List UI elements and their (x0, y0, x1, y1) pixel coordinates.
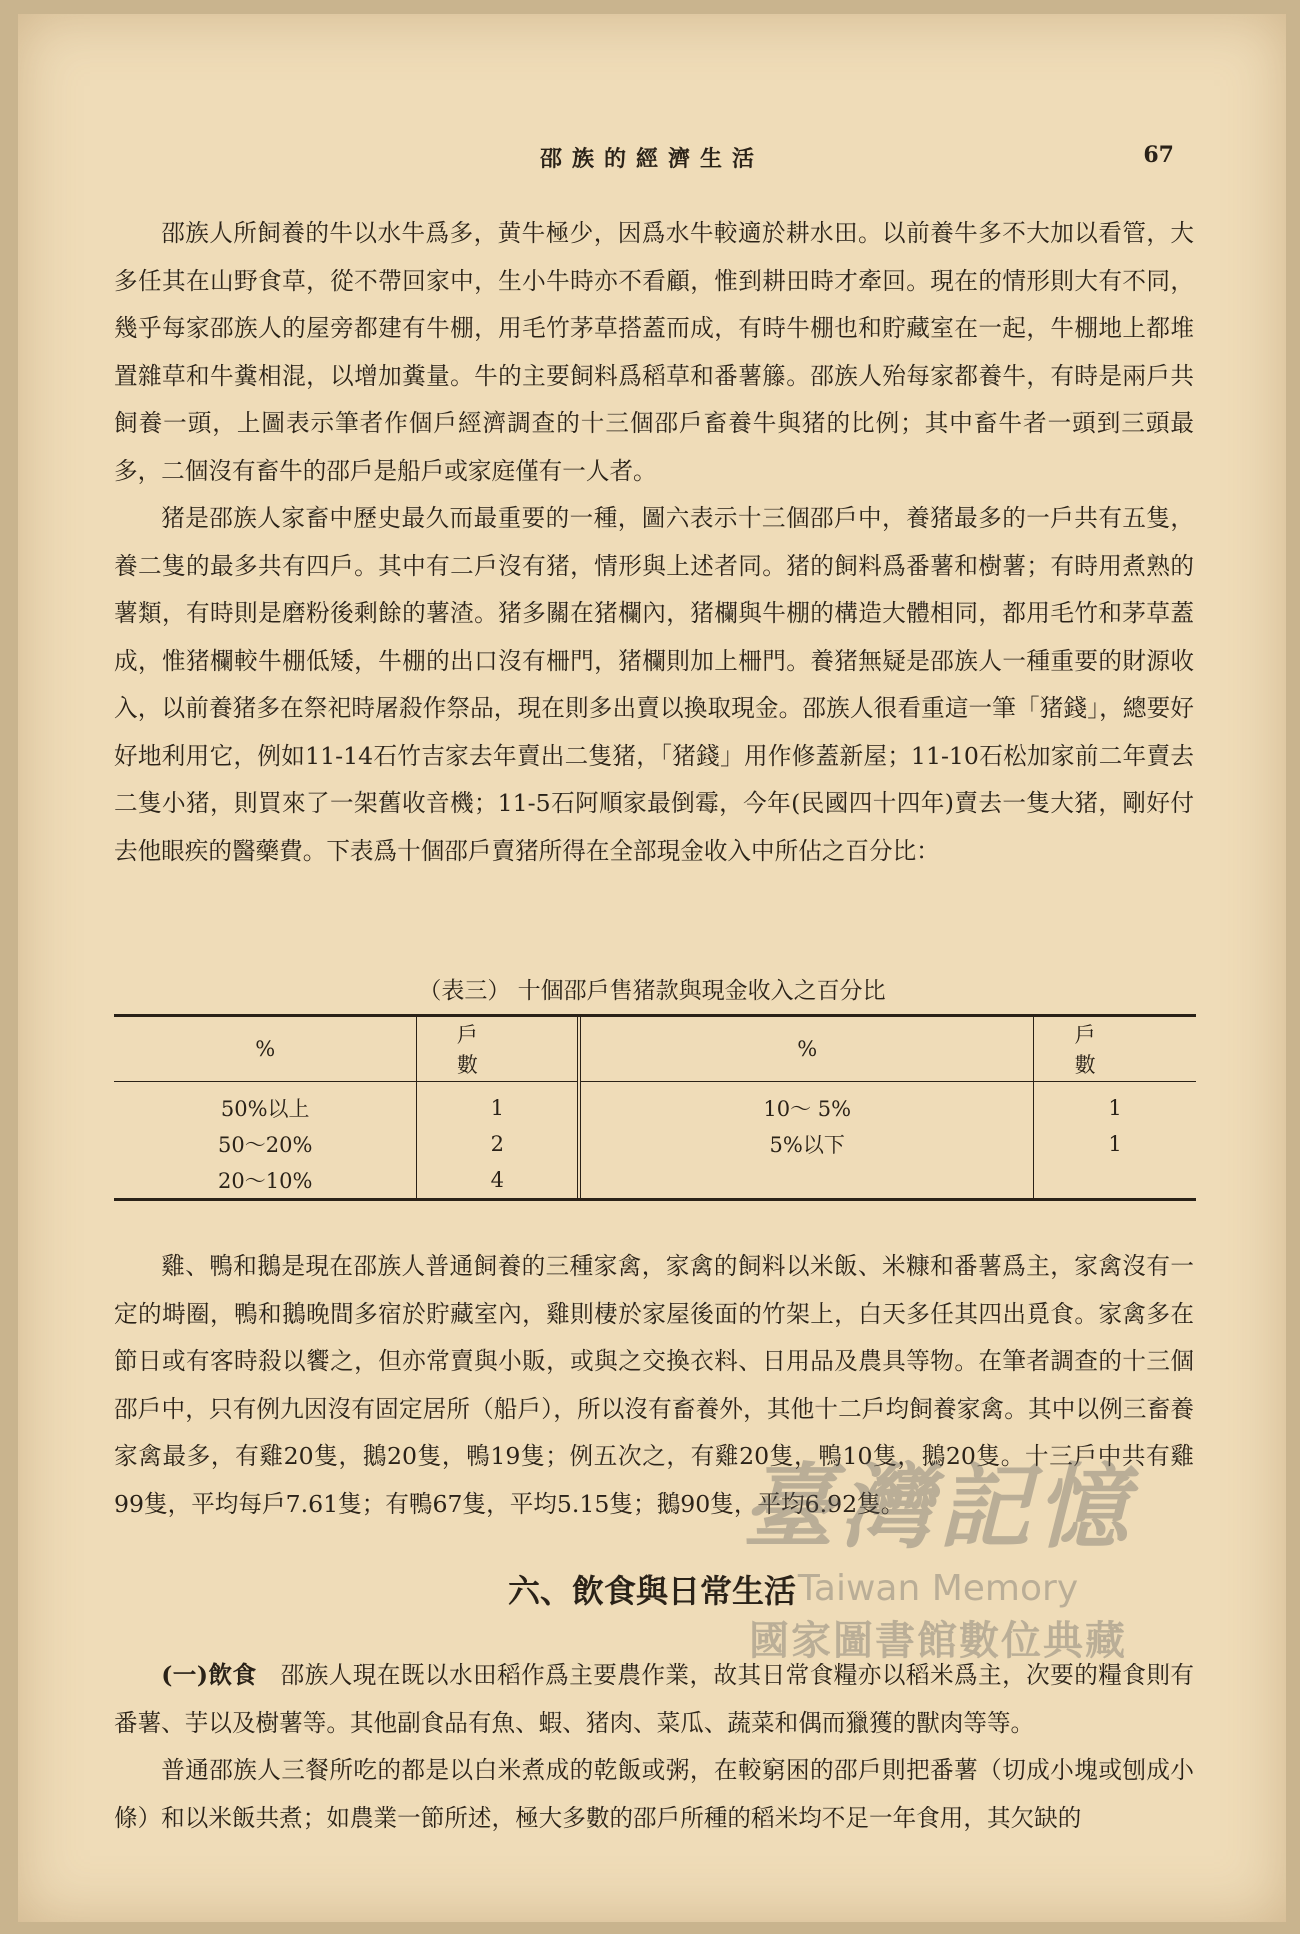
table-cell: 1 (1108, 1132, 1122, 1156)
table-cell: 4 (417, 1162, 579, 1198)
table-row (114, 1126, 1196, 1162)
table-cell: 5%以下 (579, 1126, 1033, 1162)
table-cell: 20～10% (114, 1162, 417, 1198)
paragraph-pigs: 猪是邵族人家畜中歷史最久而最重要的一種，圖六表示十三個邵戶中，養猪最多的一戶共有五隻，養二隻的最多共有四戶。其中有二戶沒有猪，情形與上述者同。猪的飼料爲番薯和樹薯；有時用煮熟的薯類，有時則是磨粉後剩餘的薯渣。猪多關在猪欄內，猪欄與牛棚的構造大體相同，都用毛竹和茅草蓋成，惟猪欄較牛棚低矮，牛棚的出口沒有柵門，猪欄則加上柵門。養猪無疑是邵族人一種重要的財源收入，以前養猪多在祭祀時屠殺作祭品，現在則多出賣以換取現金。邵族人很看重這一筆「猪錢」，總要好好地利用它，例如11-14石竹吉家去年賣出二隻猪，「猪錢」用作修蓋新屋；11-10石松加家前二年賣去二隻小猪，則買來了一架舊收音機；11-5石阿順家最倒霉，今年(民國四十四年)賣去一隻大猪，剛好付去他眼疾的醫藥費。下表爲十個邵戶賣猪所得在全部現金收入中所佔之百分比： (114, 504, 1194, 865)
table-cell: 2 (417, 1126, 579, 1162)
table-header-pct-right: % (579, 1017, 1033, 1082)
watermark-main: 臺灣記憶 (741, 1453, 1134, 1561)
table-header-count-right: 戶數 (1034, 1017, 1196, 1082)
table-header-row (114, 1017, 1196, 1082)
section-heading: 六、飲食與日常生活 (507, 1572, 796, 1610)
body-block-top (114, 210, 1194, 875)
table-cell: 1 (417, 1082, 579, 1127)
table-cell: 10～ 5% (579, 1082, 1033, 1127)
watermark-english: Taiwan Memory (797, 1568, 1079, 1609)
table-cell: 1 (1108, 1096, 1122, 1120)
table-cell: 50%以上 (114, 1082, 417, 1127)
pig-income-table (114, 1014, 1196, 1201)
watermark-sub: 國家圖書館數位典藏 (749, 1618, 1127, 1664)
table-header-count-left: 戶數 (417, 1017, 579, 1082)
table-row (114, 1082, 1196, 1127)
paragraph-poultry: 雞、鴨和鵝是現在邵族人普通飼養的三種家禽，家禽的飼料以米飯、米糠和番薯爲主，家禽沒有一定的塒圈，鴨和鵝晚間多宿於貯藏室內，雞則棲於家屋後面的竹架上，白天多任其四出覓食。家禽多在節日或有客時殺以饗之，但亦常賣與小販，或與之交換衣料、日用品及農具等物。在筆者調查的十三個邵戶中，只有例九因沒有固定居所（船戶），所以沒有畜養外，其他十二戶均飼養家禽。其中以例三畜養家禽最多，有雞20隻，鵝20隻，鴨19隻；例五次之，有雞20隻，鴨10隻，鵝20隻。十三戶中共有雞99隻，平均每戶7.61隻；有鴨67隻，平均5.15隻；鵝90隻，平均6.92隻。 (114, 1252, 1194, 1518)
table-cell: 50～20% (114, 1126, 417, 1162)
table-header-pct-left: % (114, 1017, 417, 1082)
table-row (114, 1162, 1196, 1198)
subheading-diet: (一)飲食 (161, 1661, 257, 1689)
table-caption: （表三） 十個邵戶售猪款與現金收入之百分比 (418, 978, 886, 1004)
taiwan-memory-watermark (668, 1434, 1208, 1734)
page (18, 14, 1286, 1922)
running-title: 邵族的經濟生活 (539, 146, 764, 172)
table-cell-empty (1034, 1162, 1196, 1198)
paragraph-cattle: 邵族人所飼養的牛以水牛爲多，黄牛極少，因爲水牛較適於耕水田。以前養牛多不大加以看管，大多任其在山野食草，從不帶回家中，生小牛時亦不看顧，惟到耕田時才牽回。現在的情形則大有不同，幾乎每家邵族人的屋旁都建有牛棚，用毛竹茅草搭蓋而成，有時牛棚也和貯藏室在一起，牛棚地上都堆置雜草和牛糞相混，以增加糞量。牛的主要飼料爲稻草和番薯籐。邵族人殆每家都養牛，有時是兩戶共飼養一頭，上圖表示筆者作個戶經濟調查的十三個邵戶畜養牛與猪的比例；其中畜牛者一頭到三頭最多，二個沒有畜牛的邵戶是船戶或家庭僅有一人者。 (114, 219, 1194, 485)
paragraph-meals: 普通邵族人三餐所吃的都是以白米煮成的乾飯或粥，在較窮困的邵戶則把番薯（切成小塊或刨成小條）和以米飯共煮；如農業一節所述，極大多數的邵戶所種的稻米均不足一年食用，其欠缺的 (114, 1756, 1194, 1832)
table-cell-empty (579, 1162, 1033, 1198)
page-number: 67 (1143, 142, 1174, 168)
paragraph-diet-text: 邵族人現在既以水田稻作爲主要農作業，故其日常食糧亦以稻米爲主，次要的糧食則有番薯、芋以及樹薯等。其他副食品有魚、蝦、猪肉、菜瓜、蔬菜和偶而獵獲的獸肉等等。 (114, 1661, 1195, 1737)
